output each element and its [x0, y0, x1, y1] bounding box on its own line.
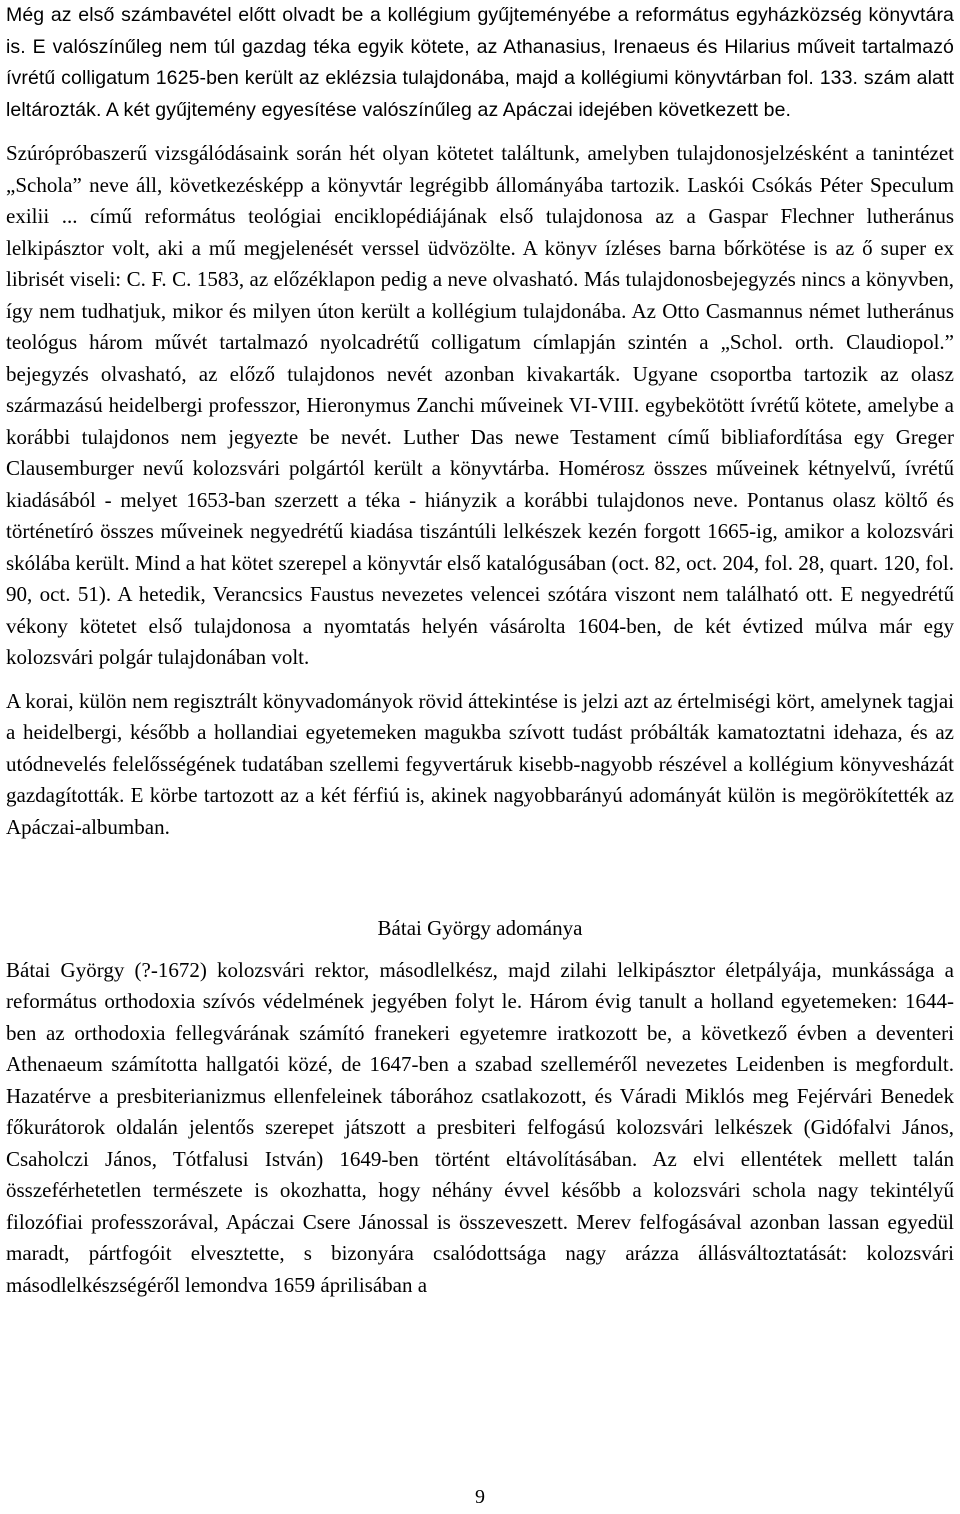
paragraph-schola-volumes: Szúrópróbaszerű vizsgálódásaink során hét olyan kötetet találtunk, amelyben tulajdonosjelzésként a tanintézet „Schola” neve áll, következésképp a könyvtár legrégibb állományába tartozik. Laskói Csókás Péter Speculum exilii ... című református teológiai enciklopédiájának első tulajdonosa az a Gaspar Flechner lutheránus lelkipásztor volt, aki a mű megjelenését verssel üdvözölte. A könyv ízléses barna bőrkötése is az ő super ex librisét viseli: C. F. C. 1583, az előzéklapon pedig a neve olvasható. Más tulajdonosbejegyzés nincs a könyvben, így nem tudhatjuk, mikor és milyen úton került a kollégium tulajdonába. Az Otto Casmannus német lutheránus teológus három művét tartalmazó nyolcadrétű colligatum címlapján szintén a „Schol. orth. Claudiopol.” bejegyzés olvasható, az előző tulajdonos nevét azonban kivakarták. Ugyane csoportba tartozik az olasz származású heidelbergi professzor, Hieronymus Zanchi műveinek VI-VIII. egybekötött ívrétű kötete, amelybe a korábbi tulajdonos nem jegyezte be nevét. Luther Das newe Testament című bibliafordítása egy Greger Clausemburger nevű kolozsvári polgártól került a könyvtárba. Homérosz összes műveinek kétnyelvű, ívrétű kiadásából - melyet 1653-ban szerzett a téka - hiányzik a korábbi tulajdonos neve. Pontanus olasz költő és történetíró összes műveinek negyedrétű kiadása tiszántúli lelkészek kezén forgott 1665-ig, amikor a kolozsvári skólába került. Mind a hat kötet szerepel a könyvtár első katalógusában (oct. 82, oct. 204, fol. 28, quart. 120, fol. 90, oct. 51). A hetedik, Verancsics Faustus nevezetes velencei szótára viszont nem található ott. E negyedrétű vékony kötetet első tulajdonosa a nyomtatás helyén vásárolta 1604-ben, de két évtized múlva már egy kolozsvári polgár tulajdonában volt. — [6, 141, 954, 669]
page-number: 9 — [475, 1486, 485, 1508]
section-heading: Bátai György adománya — [377, 916, 583, 940]
paragraph-early-donations: A korai, külön nem regisztrált könyvadományok rövid áttekintése is jelzi azt az értelmiségi kört, amelynek tagjai a heidelbergi, később a hollandiai egyetemeken magukba szívott tudást próbálták kamatoztatni idehaza, és az utódnevelés felelősségének tudatában szellemi fegyvertáruk kisebb-nagyobb részével a kollégium könyvesházát gazdagították. E körbe tartozott az a két férfiú is, akinek nagyobbarányú adományát külön is megörökítették az Apáczai-albumban. — [6, 688, 954, 839]
paragraph-collegium-library: Még az első számbavétel előtt olvadt be a kollégium gyűjteményébe a református egyházközség könyvtára is. E valószínűleg nem túl gazdag téka egyik kötete, az Athanasius, Irenaeus és Hilarius műveit tartalmazó ívrétű colligatum 1625-ben került az eklézsia tulajdonába, majd a kollégiumi könyvtárban fol. 133. szám alatt leltározták. A két gyűjtemény egyesítése valószínűleg az Apáczai idejében következett be. — [6, 4, 954, 121]
document-page — [6, 0, 954, 1301]
paragraph-batai-gyorgy: Bátai György (?-1672) kolozsvári rektor, másodlelkész, majd zilahi lelkipásztor életpályája, munkássága a református orthodoxia szívós védelmének jegyében folyt le. Három évig tanult a holland egyetemeken: 1644-ben az orthodoxia fellegvárának számító franekeri egyetemre iratkozott be, a következő évben a deventeri Athenaeum számította hallgatói közé, de 1647-ben a szabad szelleméről nevezetes Leidenben is megfordult. Hazatérve a presbiterianizmus ellenfeleinek táborához csatlakozott, és Váradi Miklós meg Fejérvári Benedek főkurátorok oldalán jelentős szerepet játszott a presbiteri felfogású kolozsvári lelkészek (Gidófalvi János, Csaholczi János, Tótfalusi István) 1649-ben történt eltávolításában. Az elvi ellentétek mellett talán összeférhetetlen természete is okozhatta, hogy néhány évvel később a kolozsvári schola nagy tekintélyű filozófiai professzorával, Apáczai Csere Jánossal is összeveszett. Merev felfogásával azonban lassan egyedül maradt, pártfogóit elvesztette, s bizonyára csalódottsága nagy arázza állásváltoztatását: kolozsvári másodlelkészségéről lemondva 1659 áprilisában a — [6, 957, 954, 1297]
